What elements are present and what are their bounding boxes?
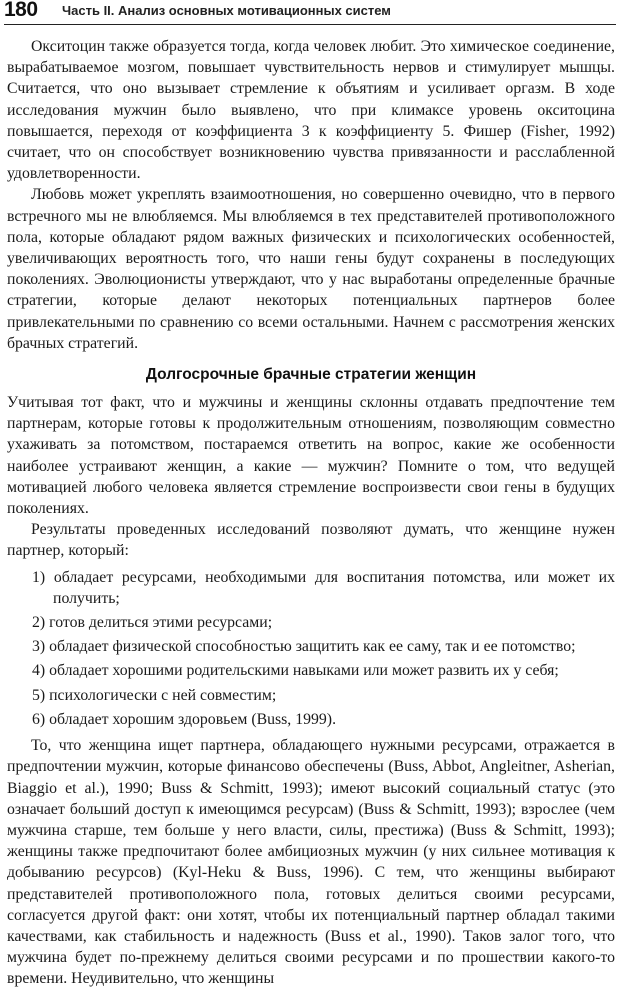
list-item: 6) обладает хорошим здоровьем (Buss, 1999). <box>32 710 337 728</box>
section-heading: Долгосрочные брачные стратегии женщин <box>145 366 477 384</box>
partner-requirements-list <box>7 567 615 730</box>
paragraph-resources: То, что женщина ищет партнера, обладающего нужными ресурсами, отражается в предпочтении мужчин, которые финансово обеспечены (Buss, Abbot, Angleitner, Asherian, Biaggio et al.), 1990; Buss & Schmitt, 1993); имеют высокий социальный статус (это означает больший доступ к имеющимся ресурсам) (Buss & Schmitt, 1993); взрослее (чем мужчина старше, тем больше у него власти, силы, престижа) (Buss & Schmitt, 1993); женщины также предпочитают более амбициозных мужчин (у них сильнее мотивация к добыванию ресурсов) (Kyl-Heku & Buss, 1996). С тем, что женщины выбирают представителей противоположного пола, готовых делиться своими ресурсами, согласуется другой факт: они хотят, чтобы их потенциальный партнер обладал такими качествами, как стабильность и надежность (Buss et al., 1990). Таков залог того, что мужчина будет по-прежнему делиться своими ресурсами и по прошествии какого-то времени. Неудивительно, что женщины <box>7 737 615 988</box>
page-number: 180 <box>4 0 38 21</box>
paragraph-preference: Учитывая тот факт, что и мужчины и женщины склонны отдавать предпочтение тем партнерам, которые готовы к продолжительным отношениям, позволяющим совместно ухаживать за потомством, постараемся ответить на вопрос, какие же особенности наиболее устраивают женщин, а какие — мужчин? Помните о том, что ведущей мотивацией любого человека является стремление воспроизвести свои гены в будущих поколениях. <box>7 394 615 518</box>
paragraph-love: Любовь может укреплять взаимоотношения, но совершенно очевидно, что в первого встречного мы не влюбляемся. Мы влюбляемся в тех представителей противоположного пола, которые обладают рядом важных физических и психологических особенностей, увеличивающих вероятность того, что наши гены будут сохранены в последующих поколениях. Эволюционисты утверждают, что у нас выработаны определенные брачные стратегии, которые делают некоторых потенциальных партнеров более привлекательными по сравнению со всеми остальными. Начнем с рассмотрения женских брачных стратегий. <box>7 186 615 352</box>
list-item: 5) психологически с ней совместим; <box>32 686 277 704</box>
paragraph-results: Результаты проведенных исследований позволяют думать, что женщине нужен партнер, который: <box>7 521 615 560</box>
list-item: 4) обладает хорошими родительскими навыками или может развить их у себя; <box>32 662 559 680</box>
paragraph-oxytocin: Окситоцин также образуется тогда, когда человек любит. Это химическое соединение, вырабатываемое мозгом, повышает чувствительность нервов и стимулирует мышцы. Считается, что оно вызывает стремление к объятиям и усиливает оргазм. В ходе исследования мужчин было выявлено, что при климаксе уровень окситоцина повышается, переходя от коэффициента 3 к коэффициенту 5. Фишер (Fisher, 1992) считает, что он способствует возникновению чувства привязанности и расслабленной удовлетворенности. <box>7 38 615 183</box>
list-item: 3) обладает физической способностью защитить как ее саму, так и ее потомство; <box>32 638 576 656</box>
page-body <box>7 36 615 990</box>
page-header <box>4 0 616 25</box>
running-title: Часть II. Анализ основных мотивационных систем <box>62 3 391 18</box>
list-item: 1) обладает ресурсами, необходимыми для воспитания потомства, или может их получить; <box>32 568 615 607</box>
list-item: 2) готов делиться этими ресурсами; <box>32 614 273 632</box>
